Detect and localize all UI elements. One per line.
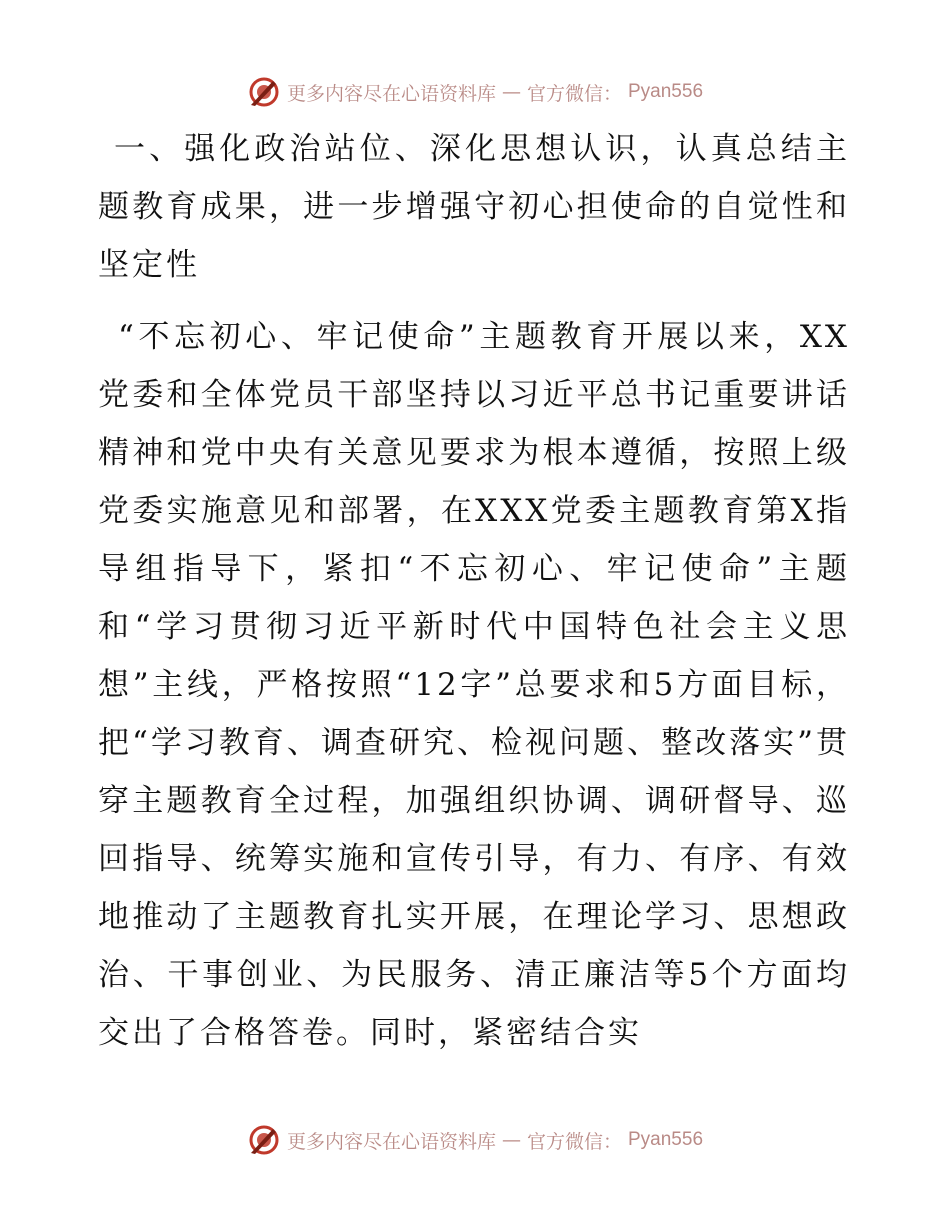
document-body [98,120,850,1062]
banner-separator: — [501,1129,521,1151]
banner-separator: — [501,81,521,103]
banner-wechat-id: Pyan556 [628,1129,704,1150]
banner-brand-text: 更多内容尽在心语资料库 [286,1130,496,1153]
body-paragraph: “不忘初心、牢记使命”主题教育开展以来，XX党委和全体党员干部坚持以习近平总书记重要讲话精神和党中央有关意见要求为根本遵循，按照上级党委实施意见和部署，在XXX党委主题教育第X指导组指导下，紧扣“不忘初心、牢记使命”主题和“学习贯彻习近平新时代中国特色社会主义思想”主线，严格按照“12字”总要求和5方面目标，把“学习教育、调查研究、检视问题、整改落实”贯穿主题教育全过程，加强组织协调、调研督导、巡回指导、统筹实施和宣传引导，有力、有序、有效地推动了主题教育扎实开展，在理论学习、思想政治、干事创业、为民服务、清正廉洁等5个方面均交出了合格答卷。同时，紧密结合实 [98,319,850,1051]
section-heading: 一、强化政治站位、深化思想认识，认真总结主题教育成果，进一步增强守初心担使命的自觉性和坚定性 [98,131,850,283]
footer-watermark-banner [0,1120,950,1160]
banner-brand-text: 更多内容尽在心语资料库 [286,82,496,105]
banner-wechat-label: 官方微信： [526,82,622,105]
header-watermark-banner [0,72,950,112]
banner-wechat-label: 官方微信： [526,1130,622,1153]
quill-circle-icon [247,1123,281,1157]
banner-wechat-id: Pyan556 [628,81,704,102]
quill-circle-icon [247,75,281,109]
